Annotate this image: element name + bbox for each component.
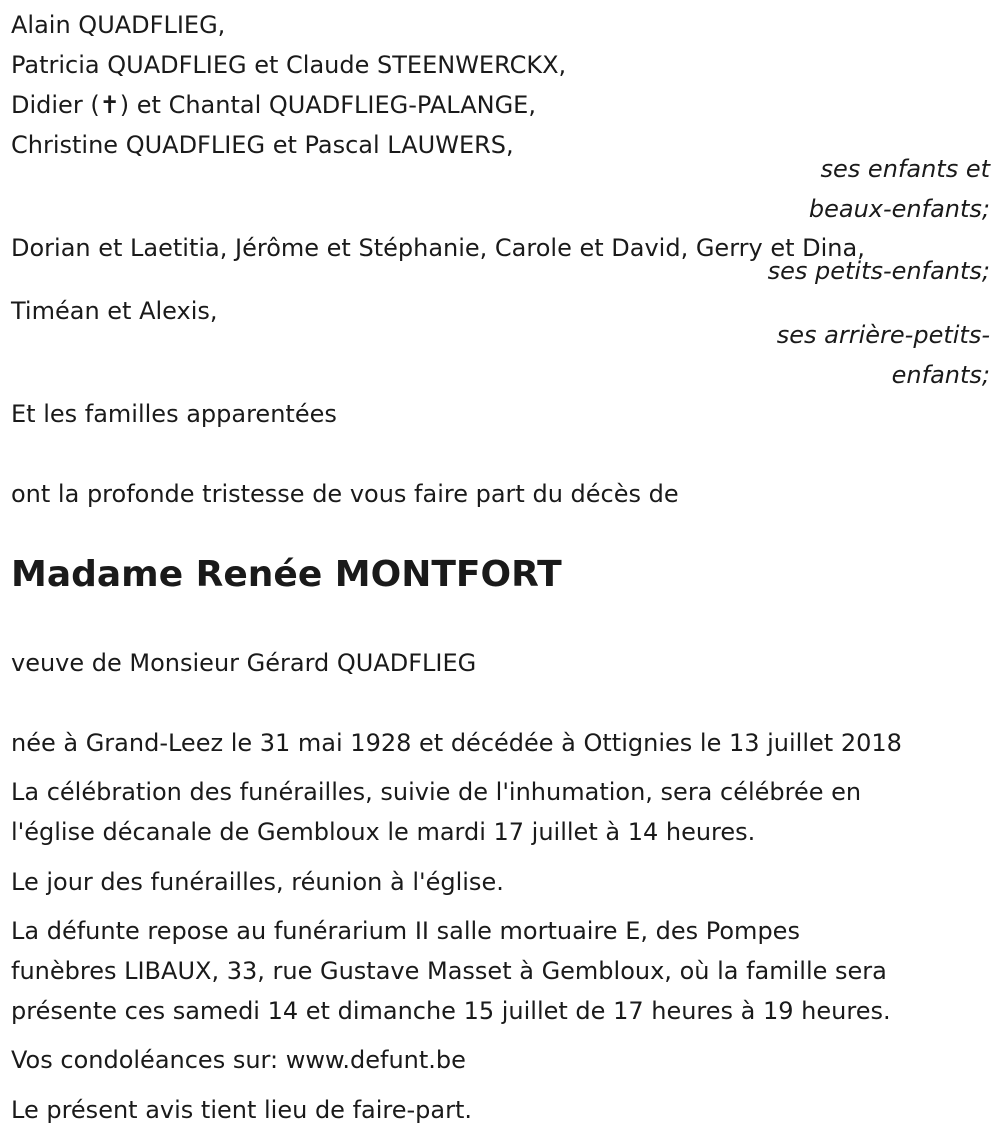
announcement-text: ont la profonde tristesse de vous faire part du décès de [11, 480, 679, 508]
condolences-line: Vos condoléances sur: www.defunt.be [11, 1046, 466, 1074]
ceremony-line1: La célébration des funérailles, suivie de l'inhumation, sera célébrée en [11, 778, 862, 806]
spouse-line: veuve de Monsieur Gérard QUADFLIEG [11, 649, 477, 677]
repose-line1: La défunte repose au funérarium II salle mortuaire E, des Pompes [11, 917, 800, 945]
grandchildren-names: Dorian et Laetitia, Jérôme et Stéphanie, Carole et David, Gerry et Dina, [11, 234, 865, 262]
family-child-4: Christine QUADFLIEG et Pascal LAUWERS, [11, 131, 514, 159]
children-role-line1: ses enfants et [820, 155, 990, 183]
meeting-line: Le jour des funérailles, réunion à l'église. [11, 868, 504, 896]
related-families: Et les familles apparentées [11, 400, 337, 428]
deceased-name: Madame Renée MONTFORT [11, 554, 562, 595]
great-grandchildren-role-line2: enfants; [891, 361, 990, 389]
birth-death-dates: née à Grand-Leez le 31 mai 1928 et décédée à Ottignies le 13 juillet 2018 [11, 729, 902, 757]
children-role-line2: beaux-enfants; [808, 195, 990, 223]
grandchildren-role: ses petits-enfants; [767, 257, 990, 285]
great-grandchildren-names: Timéan et Alexis, [11, 297, 218, 325]
repose-line3: présente ces samedi 14 et dimanche 15 juillet de 17 heures à 19 heures. [11, 997, 891, 1025]
ceremony-line2: l'église décanale de Gembloux le mardi 17 juillet à 14 heures. [11, 818, 756, 846]
notice-line: Le présent avis tient lieu de faire-part. [11, 1096, 473, 1124]
family-child-2: Patricia QUADFLIEG et Claude STEENWERCKX, [11, 51, 567, 79]
repose-line2: funèbres LIBAUX, 33, rue Gustave Masset à Gembloux, où la famille sera [11, 957, 887, 985]
family-child-1: Alain QUADFLIEG, [11, 11, 226, 39]
great-grandchildren-role-line1: ses arrière-petits- [776, 321, 990, 349]
family-child-3: Didier (✝) et Chantal QUADFLIEG-PALANGE, [11, 91, 536, 119]
